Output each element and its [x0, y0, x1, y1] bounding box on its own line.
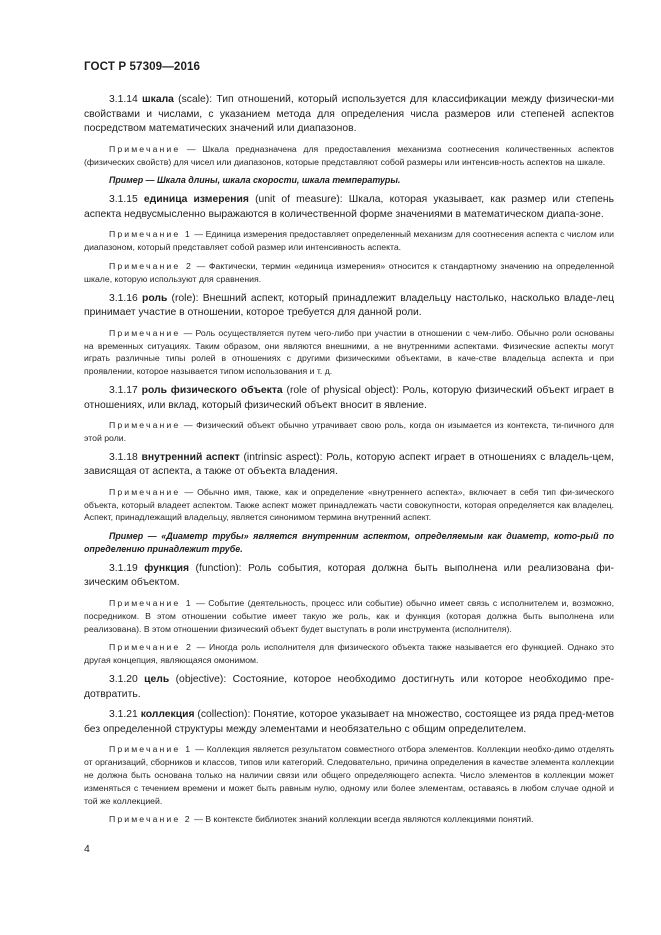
note-paragraph	[84, 419, 614, 445]
note-text: — Шкала предназначена для предоставления механизма соотнесения количественных аспектов (физических свойств) для чисел или диапазонов, которые представляют собой размеры или интенсив-ность аспектов на шкале.	[84, 143, 614, 167]
term-name: шкала	[142, 94, 174, 105]
definition-paragraph	[84, 193, 614, 222]
note-text: — Коллекция является результатом совместного отбора элементов. Коллекции необхо-димо отделять от организаций, сборников и классов, типов или категорий. Следовательно, причина определения в качестве элемента коллекции не должна быть основана только на наличии связи или общего определяющего аспекта. Число элементов в коллекции может изменяться с течением времени и может быть равным нулю, одному или более элементам, оставаясь в любом случае одной и той же коллекцией.	[84, 744, 614, 806]
term-name: функция	[144, 562, 190, 574]
clause-number: 3.1.14	[109, 94, 138, 105]
note-paragraph	[84, 260, 614, 286]
note-text: — Фактически, термин «единица измерения» относится к стандартному значению на определенной шкале, которую используют для сравнения.	[84, 260, 614, 284]
definition-paragraph	[84, 708, 614, 737]
note-text: — Обычно имя, также, как и определение «внутреннего аспекта», включает в себя тип фи-зического объекта, который владеет аспектом. Также аспект может принадлежать части совокупности, которая определяется как владелец. Аспект, принадлежащий владельцу, является синонимом термина внутренний аспект.	[84, 486, 614, 523]
note-label: Примечание	[109, 420, 181, 431]
note-paragraph	[84, 486, 614, 524]
note-label: Примечание 1	[109, 598, 193, 609]
note-label: Примечание 2	[109, 642, 193, 653]
definition-text: (unit of measure): Шкала, которая указывает, как размер или степень аспекта недвусмысленно выражаются в количественной форме значениями в математическом диапа-зоне.	[84, 194, 615, 220]
definition-text: (role): Внешний аспект, который принадлежит владельцу настолько, насколько владе-лец принимает участие в отношении, которое требуется для данной роли.	[84, 292, 614, 319]
note-paragraph	[84, 641, 614, 667]
note-label: Примечание 2	[109, 814, 192, 825]
clause-number: 3.1.20	[109, 674, 138, 686]
note-paragraph	[84, 327, 614, 378]
note-label: Примечание 1	[109, 744, 193, 755]
term-name: роль	[142, 292, 168, 304]
term-name: единица измерения	[143, 194, 249, 206]
note-label: Примечание	[109, 486, 181, 497]
definition-paragraph	[84, 562, 614, 591]
definition-text: (scale): Тип отношений, который используется для классификации между физически-ми свойствами и числами, с указанием метода для определения числа размеров или степеней аспектов посредством математических значений или диапазонов.	[84, 94, 614, 135]
document-header: ГОСТ Р 57309—2016	[84, 60, 201, 73]
example-paragraph: Пример — «Диаметр трубы» является внутренним аспектом, определяемым как диаметр, кото-рый по определению принадлежит трубе.	[84, 531, 614, 555]
definition-text: (role of physical object): Роль, которую физический объект играет в отношениях, или вклад, который физический объект вносит в явление.	[84, 384, 614, 411]
definition-text: (collection): Понятие, которое указывает на множество, состоящее из ряда пред-метов без определенной структуры между элементами и необязательно с общим определителем.	[84, 709, 615, 735]
note-label: Примечание 2	[109, 260, 193, 271]
term-name: цель	[144, 674, 170, 686]
note-text: — В контексте библиотек знаний коллекции всегда являются коллекциями понятий.	[191, 814, 534, 825]
definition-paragraph	[84, 93, 614, 137]
definition-paragraph	[84, 384, 614, 413]
note-text: — Роль осуществляется путем чего-либо при участии в отношении с чем-либо. Обычно роли основаны на временных ситуациях. Таким образом, они являются внешними, а не внутренними аспектами. Физические аспекты могут играть различные типы ролей в отношениях с другими физическими объектами, в каче-стве владельца аспекта и при проявлении, которое называется типом использования и т. д.	[84, 327, 614, 377]
example-paragraph: Пример — Шкала длины, шкала скорости, шкала температуры.	[109, 175, 401, 186]
definition-paragraph	[84, 673, 614, 702]
term-name: коллекция	[140, 709, 195, 721]
note-text: — Физический объект обычно утрачивает свою роль, когда он изымается из контекста, ти-пичного для этой роли.	[84, 420, 614, 443]
note-paragraph	[84, 743, 614, 807]
note-label: Примечание 1	[109, 229, 192, 240]
definition-paragraph	[84, 292, 614, 321]
page-number: 4	[84, 844, 90, 855]
clause-number: 3.1.16	[109, 292, 138, 304]
clause-number: 3.1.18	[109, 451, 138, 463]
note-paragraph	[84, 143, 614, 169]
definition-text: (objective): Состояние, которое необходимо достигнуть или которое необходимо пре-дотвратить.	[84, 674, 614, 700]
definition-text: (function): Роль события, которая должна быть выполнена или реализована фи-зическим объектом.	[84, 562, 614, 589]
definition-paragraph	[84, 451, 614, 480]
definition-text: (intrinsic aspect): Роль, которую аспект играет в отношениях с владель-цем, зависящая от аспекта, а также от объекта владения.	[84, 451, 615, 478]
document-body	[84, 93, 614, 832]
clause-number: 3.1.15	[109, 194, 138, 206]
clause-number: 3.1.17	[109, 384, 138, 396]
note-text: — Событие (деятельность, процесс или событие) обычно имеет связь с исполнителем и, возможно, посредником. В этом отношении событие имеет такую же роль, как и функция (которая должна быть выполнена или реализована). В этом отношении физический объект будет выступать в роли инструмента (исполнителя).	[84, 598, 614, 634]
note-text: — Иногда роль исполнителя для физического объекта также называется его функцией. Однако это другая концепция, являющаяся омонимом.	[84, 642, 614, 666]
note-text: — Единица измерения предоставляет определенный механизм для соотнесения аспекта с числом или диапазоном, который представляет собой размер или интенсивность аспекта.	[84, 229, 614, 253]
clause-number: 3.1.19	[109, 562, 138, 574]
note-label: Примечание	[109, 143, 181, 154]
note-paragraph	[84, 813, 614, 826]
note-label: Примечание	[109, 327, 181, 338]
clause-number: 3.1.21	[109, 709, 138, 721]
note-paragraph	[84, 597, 614, 635]
term-name: роль физического объекта	[141, 384, 283, 396]
term-name: внутренний аспект	[141, 451, 240, 463]
note-paragraph	[84, 228, 614, 254]
